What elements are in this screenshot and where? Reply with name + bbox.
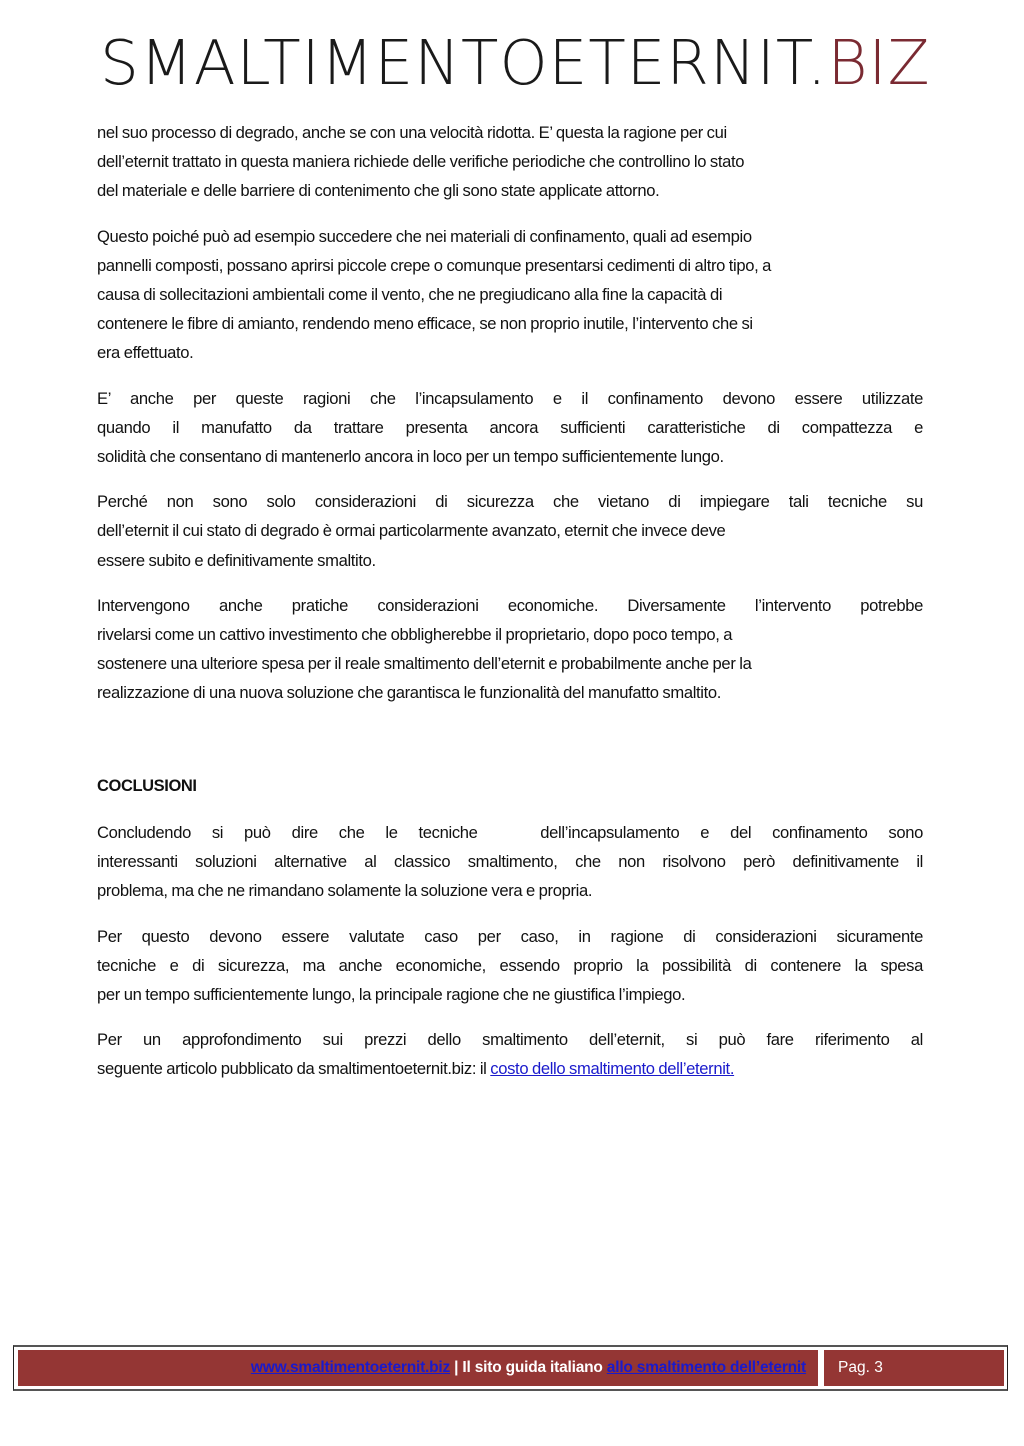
paragraph-economics bbox=[97, 591, 923, 708]
footer-site-link[interactable]: www.smaltimentoeternit.biz bbox=[250, 1359, 451, 1376]
paragraph-usage-conditions bbox=[97, 384, 923, 472]
main-content bbox=[97, 118, 923, 724]
paragraph-conclusion bbox=[97, 818, 923, 906]
text-line: del materiale e delle barriere di contenimento che gli sono state applicate attorno. bbox=[97, 181, 660, 201]
section-heading-conclusions: COCLUSIONI bbox=[97, 777, 197, 795]
text-line: Per un approfondimento sui prezzi dello smaltimento dell’eternit, si può fare riferimento al bbox=[97, 1030, 923, 1050]
site-logo bbox=[100, 28, 931, 100]
text-line: quando il manufatto da trattare presenta ancora sufficienti caratteristiche di compattezza e bbox=[97, 417, 923, 437]
text-line: Per questo devono essere valutate caso per caso, in ragione di considerazioni sicuramente bbox=[97, 926, 923, 946]
page-number: Pag. 3 bbox=[824, 1350, 1004, 1386]
text-line: contenere le fibre di amianto, rendendo meno efficace, se non proprio inutile, l’intervento che si bbox=[97, 314, 753, 334]
text-line: problema, ma che ne rimandano solamente la soluzione vera e propria. bbox=[97, 881, 593, 901]
paragraph-further-reading bbox=[97, 1025, 923, 1083]
text-line: Questo poiché può ad esempio succedere che nei materiali di confinamento, quali ad esempio bbox=[97, 226, 752, 246]
text-line: Perché non sono solo considerazioni di sicurezza che vietano di impiegare tali tecniche su bbox=[97, 492, 923, 512]
logo-main-text: SMALTIMENTOETERNIT bbox=[100, 28, 807, 100]
footer-banner bbox=[18, 1350, 818, 1386]
paragraph-safety bbox=[97, 487, 923, 575]
text-line: rivelarsi come un cattivo investimento che obbligherebbe il proprietario, dopo poco tempo, a bbox=[97, 625, 733, 645]
text-line: era effettuato. bbox=[97, 343, 194, 363]
text-line: per un tempo sufficientemente lungo, la principale ragione che ne giustifica l’impiego. bbox=[97, 985, 686, 1005]
cost-article-link[interactable]: costo dello smaltimento dell’eternit. bbox=[490, 1059, 735, 1079]
text-line: solidità che consentano di mantenerlo ancora in loco per un tempo sufficientemente lungo. bbox=[97, 447, 724, 467]
paragraph-confinement-risks bbox=[97, 222, 923, 368]
footer-tagline: | Il sito guida italiano bbox=[450, 1359, 607, 1376]
text-line: Concludendo si può dire che le tecniche dell’incapsulamento e del confinamento sono bbox=[97, 823, 923, 842]
conclusions-content bbox=[97, 818, 923, 1100]
text-line: E’ anche per queste ragioni che l’incapsulamento e il confinamento devono essere utilizzate bbox=[97, 388, 923, 408]
text-line: causa di sollecitazioni ambientali come il vento, che ne pregiudicano alla fine la capacità di bbox=[97, 285, 723, 305]
text-line: tecniche e di sicurezza, ma anche economiche, essendo proprio la possibilità di contenere la spesa bbox=[97, 955, 923, 975]
footer-topic-link[interactable]: allo smaltimento dell’eternit bbox=[606, 1359, 806, 1376]
text-line: Intervengono anche pratiche considerazioni economiche. Diversamente l’intervento potrebbe bbox=[97, 595, 923, 615]
text-line: essere subito e definitivamente smaltito. bbox=[97, 550, 376, 570]
text-line: dell’eternit il cui stato di degrado è ormai particolarmente avanzato, eternit che invece deve bbox=[97, 521, 726, 541]
text-fragment: seguente articolo pubblicato da smaltimentoeternit.biz: il bbox=[97, 1059, 491, 1079]
paragraph-degradation bbox=[97, 118, 923, 206]
text-line: realizzazione di una nuova soluzione che garantisca le funzionalità del manufatto smaltito. bbox=[97, 683, 722, 703]
paragraph-evaluation bbox=[97, 922, 923, 1010]
text-line: nel suo processo di degrado, anche se con una velocità ridotta. E’ questa la ragione per cui bbox=[97, 123, 727, 142]
page-footer bbox=[13, 1345, 1008, 1391]
text-line: dell’eternit trattato in questa maniera richiede delle verifiche periodiche che controllino lo stato bbox=[97, 152, 745, 172]
logo-tld: BIZ bbox=[827, 28, 931, 100]
logo-dot: . bbox=[806, 28, 828, 100]
text-line: sostenere una ulteriore spesa per il reale smaltimento dell’eternit e probabilmente anche per la bbox=[97, 654, 752, 674]
text-line: pannelli composti, possano aprirsi piccole crepe o comunque presentarsi cedimenti di altro tipo, a bbox=[97, 255, 772, 275]
text-line-with-link bbox=[97, 1054, 923, 1083]
text-line: interessanti soluzioni alternative al classico smaltimento, che non risolvono però definitivamente il bbox=[97, 852, 923, 872]
